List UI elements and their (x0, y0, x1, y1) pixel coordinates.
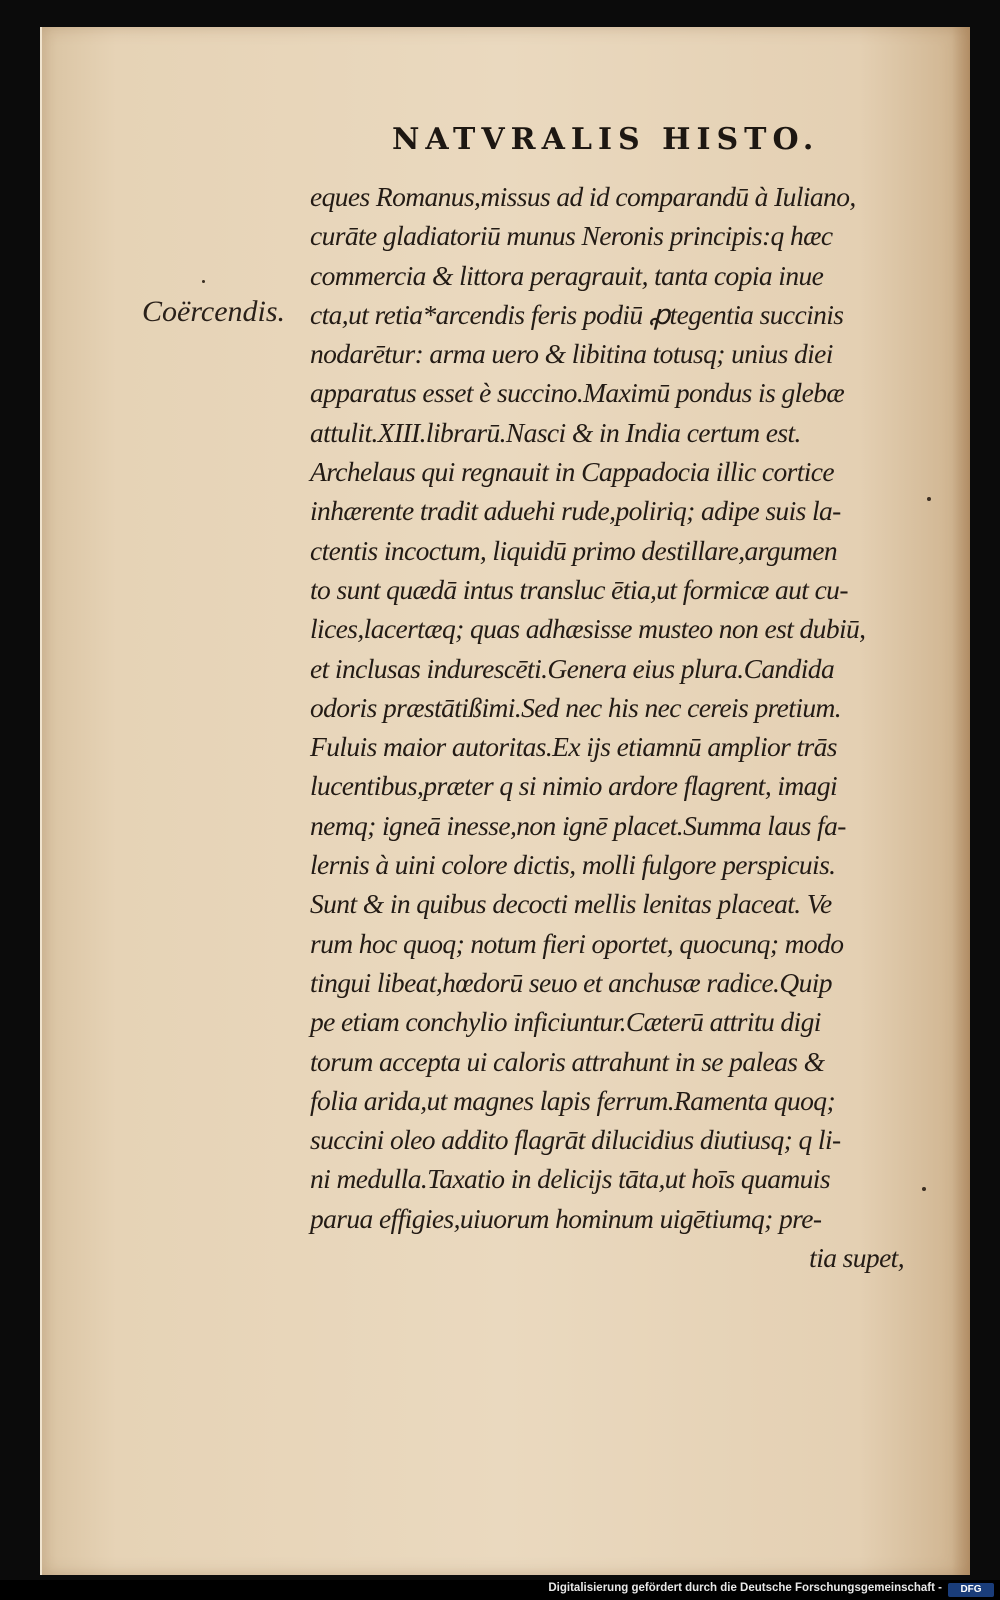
text-line: inhærente tradit aduehi rude,poliriq; adipe suis la- (310, 495, 841, 527)
text-line: curāte gladiatoriū munus Neronis principis:q hæc (310, 220, 833, 252)
text-line: pe etiam conchylio inficiuntur.Cæterū attritu digi (310, 1006, 821, 1038)
text-line: parua effigies,uiuorum hominum uigētiumq; pre- (310, 1202, 822, 1234)
text-line: Sunt & in quibus decocti mellis lenitas placeat. Ve (310, 888, 832, 920)
text-line: lices,lacertæq; quas adhæsisse musteo non est dubiū, (310, 613, 866, 645)
digitization-footer (0, 1580, 1000, 1600)
text-line: eques Romanus,missus ad id comparandū à Iuliano, (310, 181, 856, 212)
text-line: lucentibus,præter q si nimio ardore flagrent, imagi (310, 770, 838, 802)
text-line: et inclusas indurescēti.Genera eius plura.Candida (310, 652, 835, 684)
dfg-logo: DFG (948, 1583, 994, 1597)
footer-credit: Digitalisierung gefördert durch die Deutsche Forschungsgemeinschaft - (548, 1582, 942, 1594)
text-line: commercia & littora peragrauit, tanta copia inue (310, 259, 824, 291)
ink-speck (927, 497, 931, 501)
ink-speck (922, 1187, 926, 1191)
text-line: ctentis incoctum, liquidū primo destillare,argumen (310, 534, 838, 566)
page-edge-shadow (952, 27, 970, 1575)
text-line: succini oleo addito flagrāt dilucidius diutiusq; q li- (310, 1124, 841, 1156)
text-line: to sunt quædā intus transluc ētia,ut formicæ aut cu- (310, 573, 848, 605)
body-text (310, 177, 910, 1277)
book-page (40, 27, 970, 1575)
text-line: apparatus esset è succino.Maximū pondus is glebæ (310, 377, 845, 409)
text-line: attulit.XIII.librarū.Nasci & in India certum est. (310, 416, 801, 448)
text-line: nodarētur: arma uero & libitina totusq; unius diei (310, 338, 833, 370)
text-line: torum accepta ui caloris attrahunt in se paleas & (310, 1045, 825, 1077)
catchword: tia supet, (809, 1242, 904, 1274)
running-head: NATVRALIS HISTO. (392, 122, 820, 157)
text-line: rum hoc quoq; notum fieri oportet, quocunq; modo (310, 927, 844, 959)
text-line: lernis à uini colore dictis, molli fulgore perspicuis. (310, 849, 836, 881)
text-line: ni medulla.Taxatio in delicijs tāta,ut hoīs quamuis (310, 1163, 830, 1195)
ink-speck (202, 280, 205, 283)
text-line: tingui libeat,hœdorū seuo et anchusæ radice.Quip (310, 966, 832, 998)
text-line: Fuluis maior autoritas.Ex ijs etiamnū amplior trās (310, 731, 837, 763)
text-line: folia arida,ut magnes lapis ferrum.Ramenta quoq; (310, 1084, 836, 1116)
margin-note: Coërcendis. (142, 295, 286, 328)
text-line: Archelaus qui regnauit in Cappadocia illic cortice (310, 456, 834, 488)
text-line: odoris præstātißimi.Sed nec his nec cereis pretium. (310, 691, 842, 723)
text-line: cta,ut retia*arcendis feris podiū ꝓtegentia succinis (310, 298, 844, 330)
text-line: nemq; igneā inesse,non ignē placet.Summa laus fa- (310, 809, 846, 841)
